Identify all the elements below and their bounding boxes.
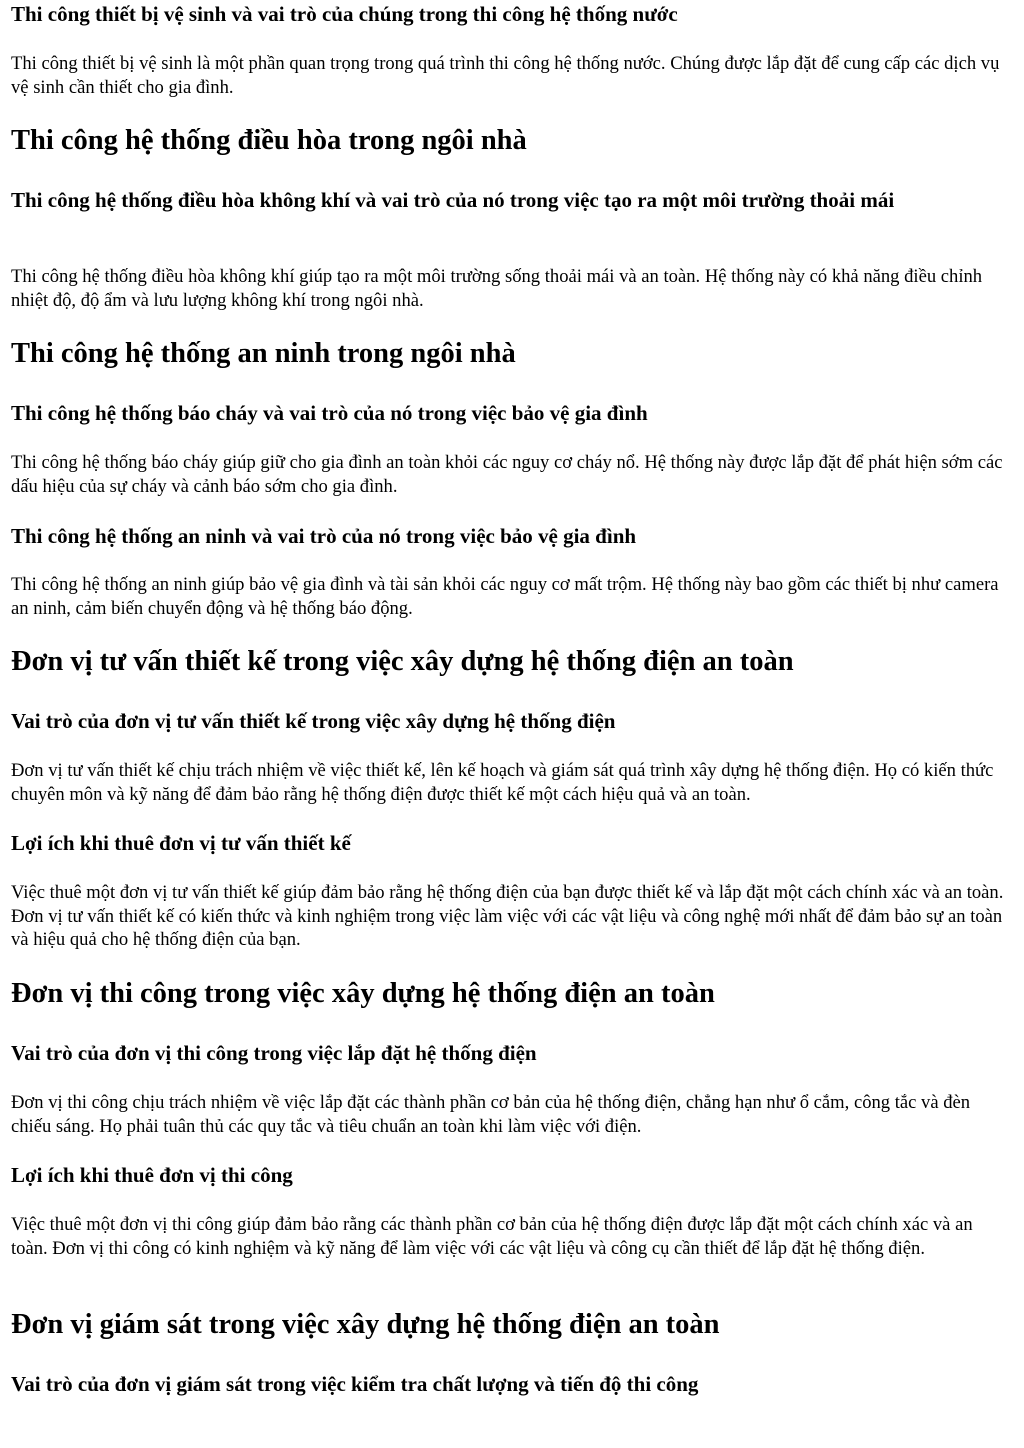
subheading: Thi công thiết bị vệ sinh và vai trò của chúng trong thi công hệ thống nước bbox=[11, 2, 678, 26]
paragraph: Thi công hệ thống an ninh giúp bảo vệ gia đình và tài sản khỏi các nguy cơ mất trộm. Hệ thống này bao gồm các thiết bị như camera an ninh, cảm biến chuyển động và hệ thống báo động. bbox=[11, 574, 999, 619]
subheading: Lợi ích khi thuê đơn vị tư vấn thiết kế bbox=[11, 831, 351, 855]
subheading: Vai trò của đơn vị giám sát trong việc kiểm tra chất lượng và tiến độ thi công bbox=[11, 1372, 699, 1396]
subheading: Thi công hệ thống điều hòa không khí và vai trò của nó trong việc tạo ra một môi trường thoải mái bbox=[11, 188, 895, 212]
subheading: Lợi ích khi thuê đơn vị thi công bbox=[11, 1163, 293, 1187]
paragraph: Thi công hệ thống báo cháy giúp giữ cho gia đình an toàn khỏi các nguy cơ cháy nổ. Hệ thống này được lắp đặt để phát hiện sớm các dấu hiệu của sự cháy và cảnh báo sớm cho gia đình. bbox=[11, 452, 1003, 497]
section-heading: Đơn vị thi công trong việc xây dựng hệ thống điện an toàn bbox=[11, 978, 715, 1009]
paragraph: Thi công hệ thống điều hòa không khí giúp tạo ra một môi trường sống thoải mái và an toàn. Hệ thống này có khả năng điều chỉnh nhiệt độ, độ ẩm và lưu lượng không khí trong ngôi nhà. bbox=[11, 266, 983, 311]
paragraph: Việc thuê một đơn vị tư vấn thiết kế giúp đảm bảo rằng hệ thống điện của bạn được thiết kế và lắp đặt một cách chính xác và an toàn. Đơn vị tư vấn thiết kế có kiến thức và kinh nghiệm trong việc làm việc với các vật liệu và công nghệ mới nhất để đảm bảo sự an toàn và hiệu quả cho hệ thống điện của bạn. bbox=[11, 882, 1004, 950]
paragraph: Đơn vị tư vấn thiết kế chịu trách nhiệm về việc thiết kế, lên kế hoạch và giám sát quá trình xây dựng hệ thống điện. Họ có kiến thức chuyên môn và kỹ năng để đảm bảo rằng hệ thống điện được thiết kế một cách hiệu quả và an toàn. bbox=[11, 760, 994, 805]
paragraph: Thi công thiết bị vệ sinh là một phần quan trọng trong quá trình thi công hệ thống nước. Chúng được lắp đặt để cung cấp các dịch vụ vệ sinh cần thiết cho gia đình. bbox=[11, 53, 1000, 98]
section-heading: Đơn vị giám sát trong việc xây dựng hệ thống điện an toàn bbox=[11, 1309, 720, 1340]
subheading: Vai trò của đơn vị tư vấn thiết kế trong việc xây dựng hệ thống điện bbox=[11, 709, 616, 733]
subheading: Thi công hệ thống báo cháy và vai trò của nó trong việc bảo vệ gia đình bbox=[11, 401, 648, 425]
section-heading: Thi công hệ thống an ninh trong ngôi nhà bbox=[11, 338, 516, 369]
section-heading: Đơn vị tư vấn thiết kế trong việc xây dựng hệ thống điện an toàn bbox=[11, 646, 794, 677]
subheading: Vai trò của đơn vị thi công trong việc lắp đặt hệ thống điện bbox=[11, 1041, 537, 1065]
section-heading: Thi công hệ thống điều hòa trong ngôi nhà bbox=[11, 125, 527, 156]
subheading: Thi công hệ thống an ninh và vai trò của nó trong việc bảo vệ gia đình bbox=[11, 524, 637, 548]
paragraph: Việc thuê một đơn vị thi công giúp đảm bảo rằng các thành phần cơ bản của hệ thống điện được lắp đặt một cách chính xác và an toàn. Đơn vị thi công có kinh nghiệm và kỹ năng để làm việc với các vật liệu và công cụ cần thiết để lắp đặt hệ thống điện. bbox=[11, 1214, 973, 1259]
paragraph: Đơn vị thi công chịu trách nhiệm về việc lắp đặt các thành phần cơ bản của hệ thống điện, chẳng hạn như ổ cắm, công tắc và đèn chiếu sáng. Họ phải tuân thủ các quy tắc và tiêu chuẩn an toàn khi làm việc với điện. bbox=[11, 1092, 971, 1137]
